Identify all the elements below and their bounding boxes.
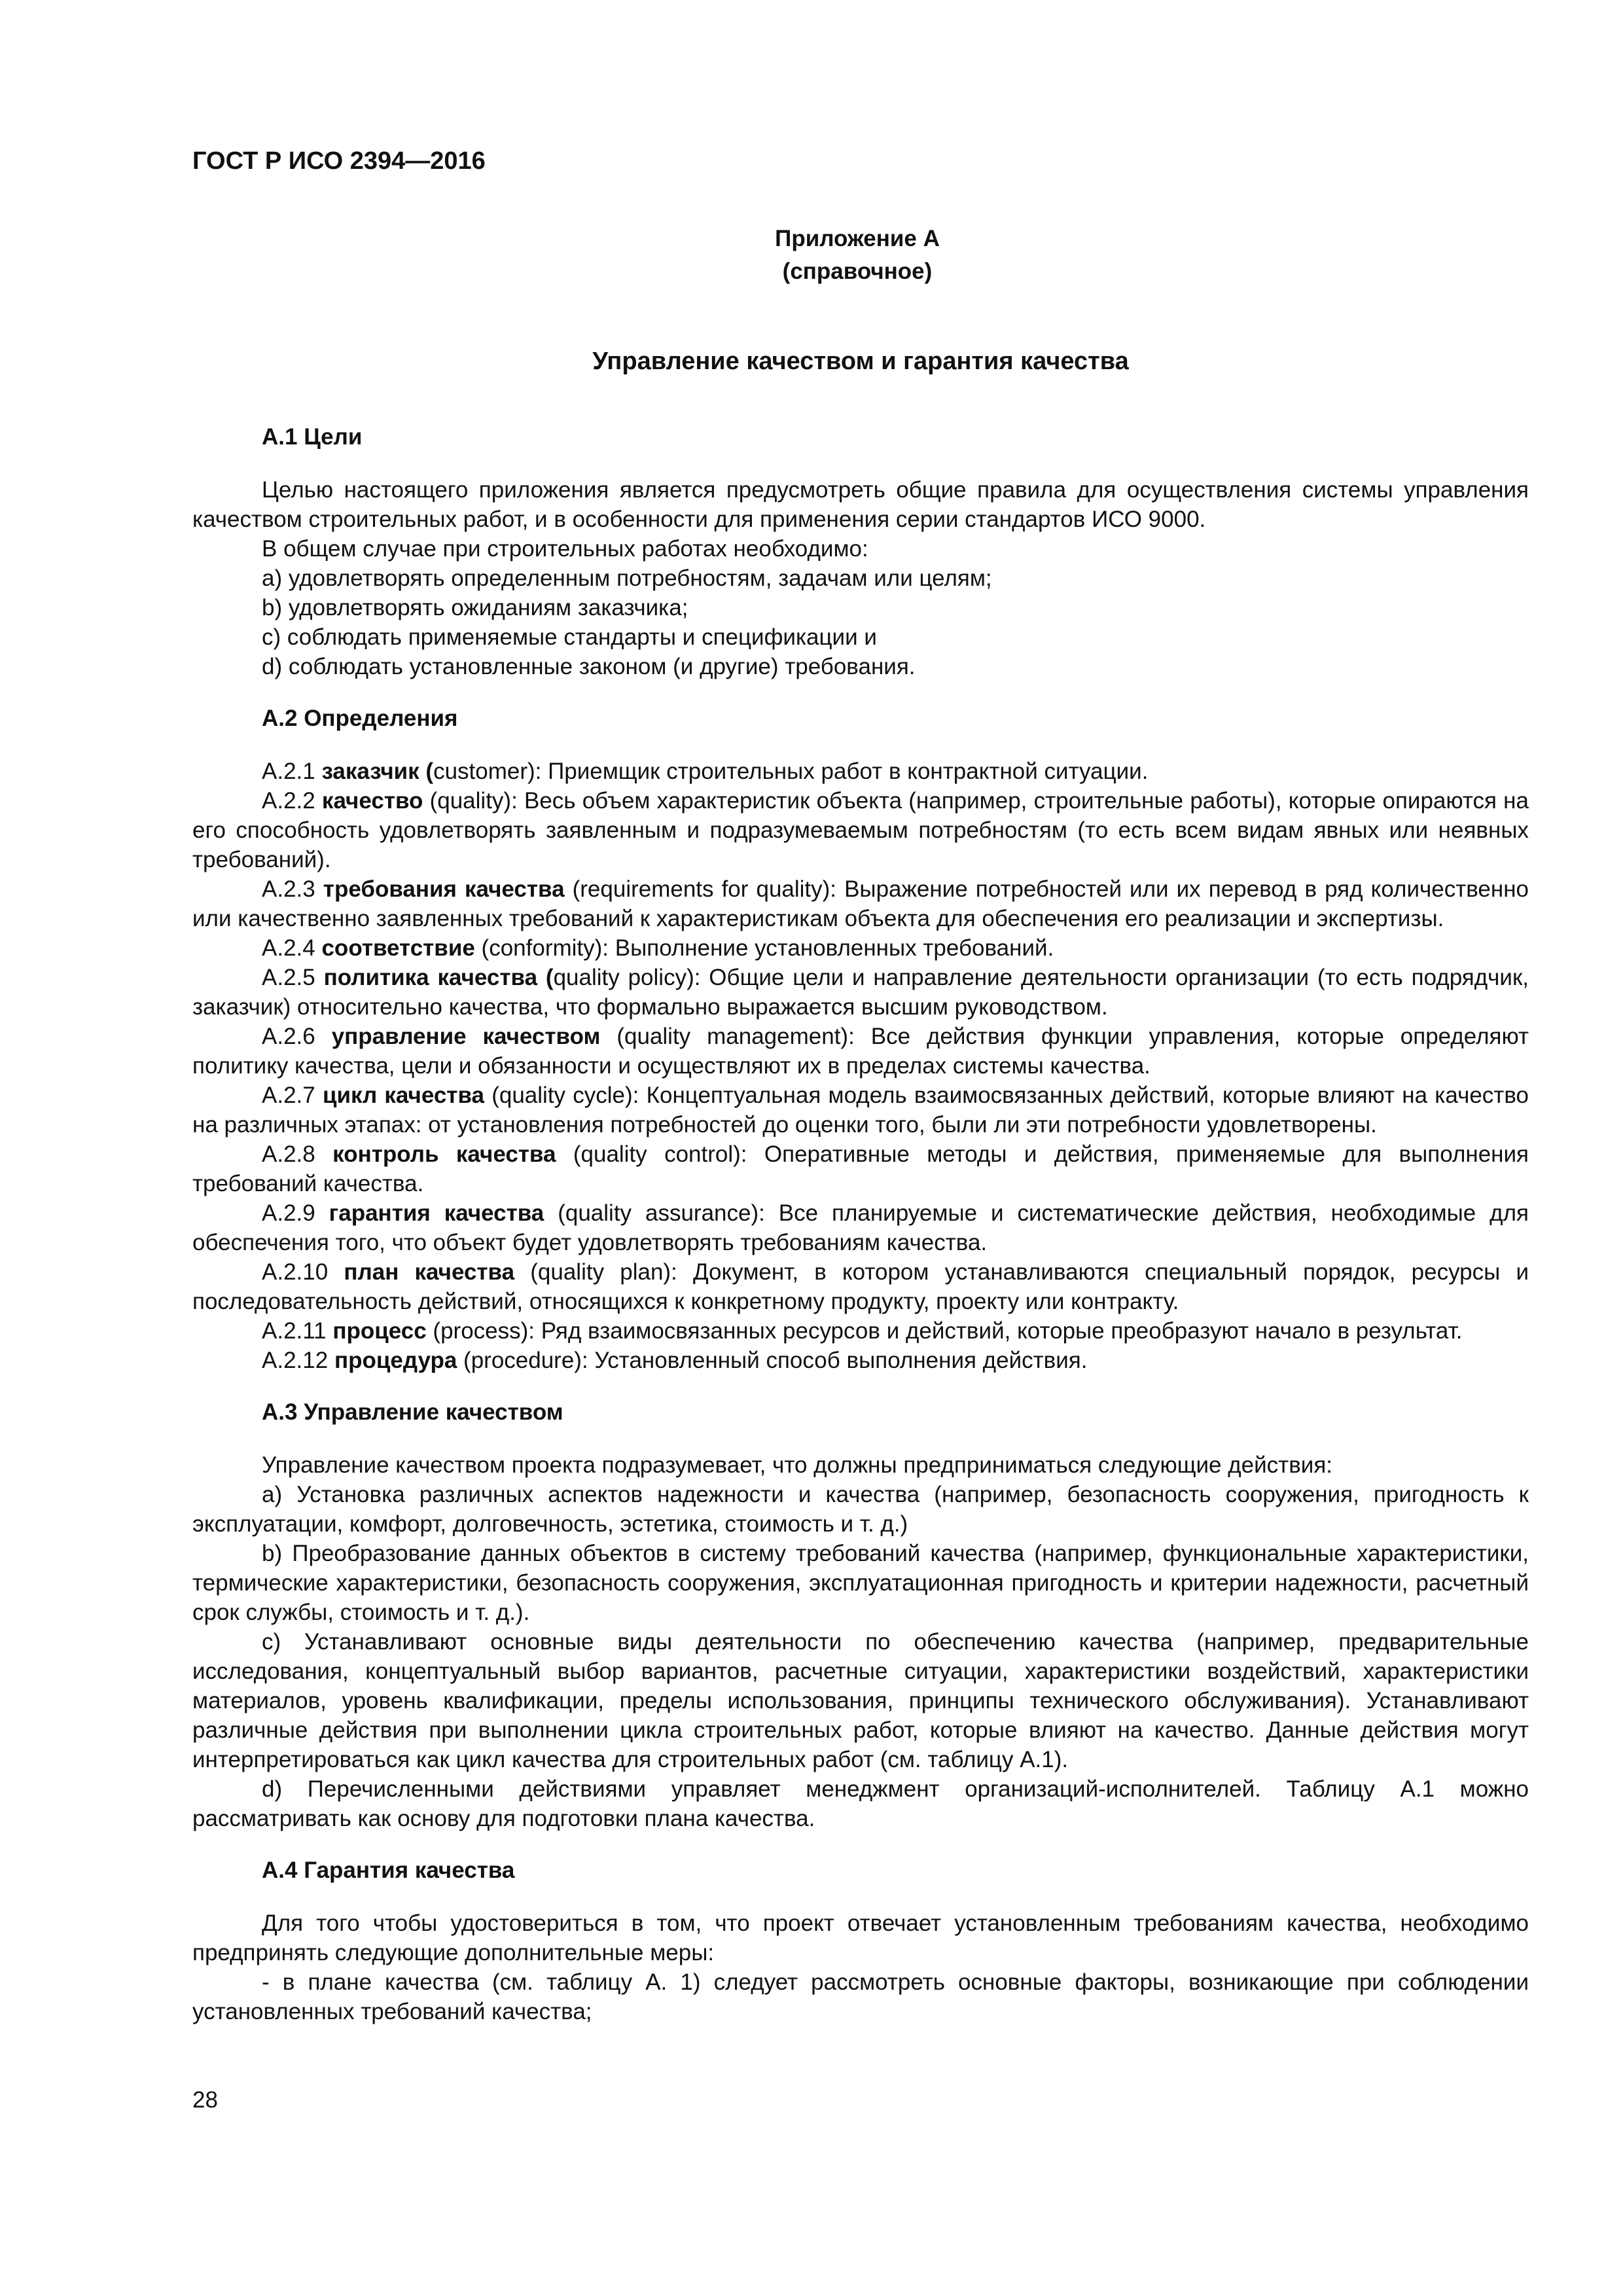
definition-text: (conformity): Выполнение установленных требований. (481, 935, 1054, 961)
paragraph: Для того чтобы удостовериться в том, что проект отвечает установленным требованиям качества, необходимо предпринять следующие дополнительные меры: (192, 1910, 1529, 1965)
section-objectives (192, 422, 1529, 681)
paragraph: Управление качеством проекта подразумевает, что должны предприниматься следующие действия: (262, 1452, 1333, 1478)
definition-term: соответствие (321, 935, 475, 961)
definition-text: (quality): Весь объем характеристик объекта (например, строительные работы), которые опираются на его способность удовлетворять заявленным и подразумеваемым потребностям (то есть всем видам явных или неявных требований). (192, 788, 1529, 872)
definition-term: качество (321, 788, 423, 814)
section-heading: А.4 Гарантия качества (262, 1857, 515, 1883)
definition (192, 1257, 1529, 1316)
list-item: d) соблюдать установленные законом (и другие) требования. (262, 654, 916, 679)
definition-number: А.2.9 (262, 1200, 315, 1226)
section-heading: А.3 Управление качеством (262, 1399, 563, 1425)
definition (192, 1139, 1529, 1198)
definition-term: заказчик ( (321, 759, 434, 784)
document-body (192, 422, 1529, 2049)
section-definitions (192, 704, 1529, 1375)
definition-number: А.2.4 (262, 935, 315, 961)
definition-text: (process): Ряд взаимосвязанных ресурсов и действий, которые преобразуют начало в результат. (433, 1318, 1463, 1344)
definition-number: А.2.6 (262, 1024, 315, 1049)
definition-text: (quality cycle): Концептуальная модель взаимосвязанных действий, которые влияют на качество на различных этапах: от установления потребностей до оценки того, были ли эти потребности удовлетворены. (192, 1083, 1529, 1138)
definition-number: А.2.11 (262, 1318, 327, 1344)
definition (192, 1316, 1529, 1346)
section-quality-assurance (192, 1856, 1529, 2026)
definition (192, 1198, 1529, 1257)
list-item: - в плане качества (см. таблицу А. 1) следует рассмотреть основные факторы, возникающие при соблюдении установленных требований качества; (192, 1969, 1529, 2024)
definition-number: А.2.8 (262, 1141, 315, 1167)
page-number: 28 (192, 2087, 218, 2113)
list-item: b) удовлетворять ожиданиям заказчика; (262, 595, 688, 620)
definition (192, 1346, 1529, 1375)
list-item: a) удовлетворять определенным потребностям, задачам или целям; (262, 565, 992, 591)
definition-term: гарантия качества (329, 1200, 544, 1226)
definition-text: (procedure): Установленный способ выполнения действия. (463, 1348, 1088, 1373)
list-item: c) Устанавливают основные виды деятельности по обеспечению качества (например, предварительные исследования, концептуальный выбор вариантов, расчетные ситуации, характеристики воздействий, характеристики материалов, уровень квалификации, пределы использования, принципы технического обслуживания). Устанавливают различные действия при выполнении цикла строительных работ, которые влияют на качество. Данные действия могут интерпретироваться как цикл качества для строительных работ (см. таблицу А.1). (192, 1629, 1529, 1772)
definition-term: требования качества (323, 876, 565, 902)
annex-type: (справочное) (782, 259, 933, 284)
definition-text: (requirements for quality): Выражение потребностей или их перевод в ряд количественно или качественно заявленных требований к характеристикам объекта для обеспечения его реализации и экспертизы. (192, 876, 1529, 931)
definition (192, 1081, 1529, 1139)
section-heading: А.1 Цели (262, 424, 363, 450)
definition (192, 963, 1529, 1022)
paragraph: В общем случае при строительных работах необходимо: (262, 536, 868, 562)
list-item: d) Перечисленными действиями управляет менеджмент организаций-исполнителей. Таблицу А.1 можно рассматривать как основу для подготовки плана качества. (192, 1776, 1529, 1831)
definition-term: контроль качества (332, 1141, 556, 1167)
definition-text: (quality assurance): Все планируемые и систематические действия, необходимые для обеспечения того, что объект будет удовлетворять требованиям качества. (192, 1200, 1529, 1255)
definition (192, 1022, 1529, 1081)
definition-number: А.2.7 (262, 1083, 315, 1108)
definition-term: управление качеством (331, 1024, 601, 1049)
definition-text: quality policy): Общие цели и направление деятельности организации (то есть подрядчик, заказчик) относительно качества, что формально выражается высшим руководством. (192, 965, 1529, 1020)
definition-term: план качества (344, 1259, 515, 1285)
list-item: b) Преобразование данных объектов в систему требований качества (например, функциональные характеристики, термические характеристики, безопасность сооружения, эксплуатационная пригодность и критерии надежности, расчетный срок службы, стоимость и т. д.). (192, 1541, 1529, 1625)
section-quality-management (192, 1397, 1529, 1833)
definition-text: (quality plan): Документ, в котором устанавливаются специальный порядок, ресурсы и последовательность действий, относящихся к конкретному продукту, проекту или контракту. (192, 1259, 1529, 1314)
definition-text: (quality management): Все действия функции управления, которые определяют политику качества, цели и обязанности и осуществляют их в пределах системы качества. (192, 1024, 1529, 1079)
definition-term: политика качества ( (323, 965, 554, 990)
annex-label-block (713, 223, 1001, 288)
definition-number: А.2.1 (262, 759, 315, 784)
definition (192, 874, 1529, 933)
definition-number: А.2.3 (262, 876, 315, 902)
definition-term: процесс (332, 1318, 427, 1344)
list-item: c) соблюдать применяемые стандарты и спецификации и (262, 624, 877, 650)
annex-title: Управление качеством и гарантия качества (592, 348, 1129, 375)
definition (192, 786, 1529, 874)
definition-number: А.2.12 (262, 1348, 329, 1373)
definition-text: (quality control): Оперативные методы и действия, применяемые для выполнения требований качества. (192, 1141, 1529, 1196)
definition-term: цикл качества (322, 1083, 484, 1108)
definition-text: customer): Приемщик строительных работ в контрактной ситуации. (433, 759, 1149, 784)
document-code: ГОСТ Р ИСО 2394—2016 (192, 147, 486, 175)
definition (192, 757, 1529, 786)
definition (192, 933, 1529, 963)
definition-term: процедура (334, 1348, 457, 1373)
section-heading: А.2 Определения (262, 706, 458, 731)
definition-number: А.2.2 (262, 788, 315, 814)
definition-number: А.2.10 (262, 1259, 329, 1285)
annex-label: Приложение А (775, 226, 940, 251)
definition-number: А.2.5 (262, 965, 315, 990)
paragraph: Целью настоящего приложения является предусмотреть общие правила для осуществления системы управления качеством строительных работ, и в особенности для применения серии стандартов ИСО 9000. (192, 477, 1529, 532)
list-item: a) Установка различных аспектов надежности и качества (например, безопасность сооружения, пригодность к эксплуатации, комфорт, долговечность, эстетика, стоимость и т. д.) (192, 1482, 1529, 1537)
